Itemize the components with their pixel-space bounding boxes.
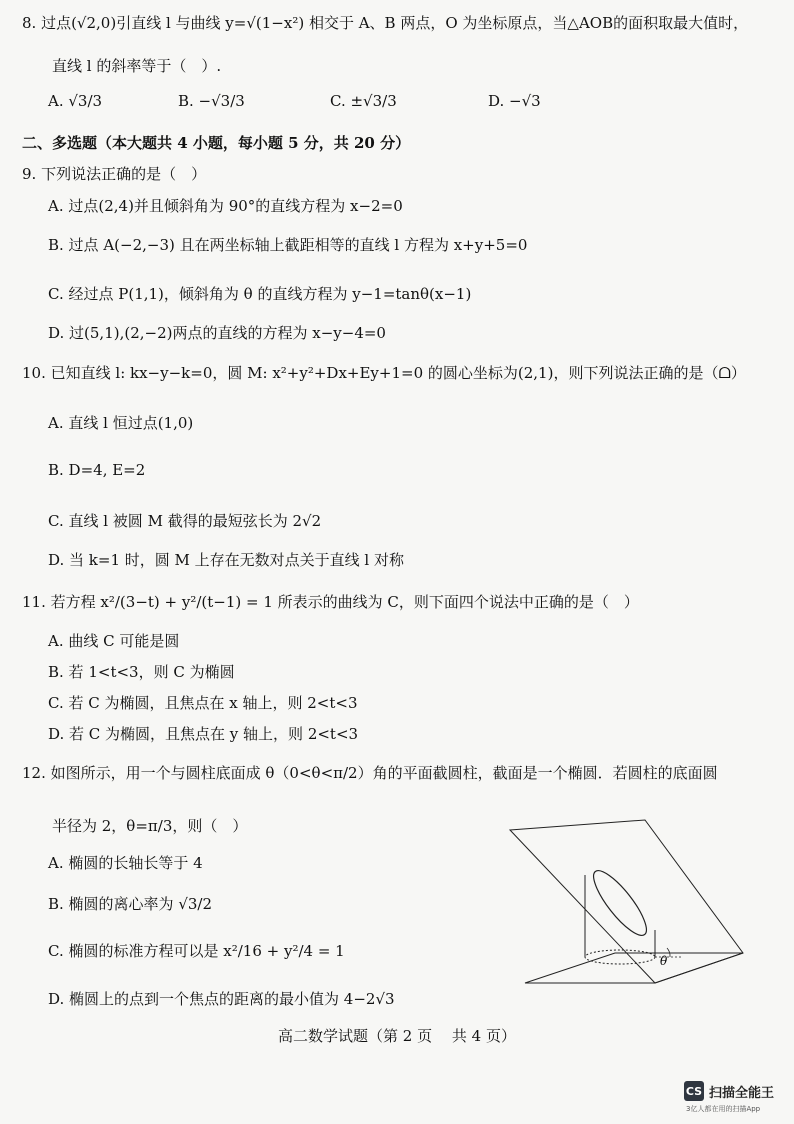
q10-stem: 10. 已知直线 l: kx−y−k=0，圆 M: x²+y²+Dx+Ey+1=0 的圆心坐标为(2,1)，则下列说法正确的是（ᗝ）	[22, 364, 746, 382]
cylinder-base	[585, 950, 655, 964]
q10-option-c: C. 直线 l 被圆 M 截得的最短弦长为 2√2	[48, 512, 322, 530]
q12-stem-cont: 半径为 2，θ=π/3，则（ ）	[52, 817, 248, 835]
q10-option-b: B. D=4, E=2	[48, 461, 146, 479]
watermark-name: 扫描全能王	[709, 1085, 775, 1101]
q12-option-a: A. 椭圆的长轴长等于 4	[48, 854, 203, 872]
ellipse-section	[586, 864, 654, 942]
q11-option-b: B. 若 1<t<3，则 C 为椭圆	[48, 663, 235, 681]
q8-stem-cont: 直线 l 的斜率等于（ ）.	[52, 57, 222, 75]
q9-option-c: C. 经过点 P(1,1)，倾斜角为 θ 的直线方程为 y−1=tanθ(x−1)	[48, 285, 472, 303]
q8-option-b: B. −√3/3	[178, 92, 245, 110]
q12-option-c: C. 椭圆的标准方程可以是 x²/16 + y²/4 = 1	[48, 942, 345, 960]
camscanner-logo-icon: CS	[684, 1081, 704, 1101]
q11-option-a: A. 曲线 C 可能是圆	[48, 632, 180, 650]
q8-option-a: A. √3/3	[48, 92, 103, 110]
section-header: 二、多选题（本大题共 4 小题，每小题 5 分，共 20 分）	[22, 134, 411, 152]
q12-option-d: D. 椭圆上的点到一个焦点的距离的最小值为 4−2√3	[48, 990, 395, 1008]
page-footer: 高二数学试题（第 2 页 共 4 页）	[278, 1027, 516, 1045]
q11-stem: 11. 若方程 x²/(3−t) + y²/(t−1) = 1 所表示的曲线为 C，则下面四个说法中正确的是（ ）	[22, 593, 639, 611]
q8-option-c: C. ±√3/3	[330, 92, 397, 110]
q10-option-a: A. 直线 l 恒过点(1,0)	[48, 414, 194, 432]
q10-option-d: D. 当 k=1 时，圆 M 上存在无数对点关于直线 l 对称	[48, 551, 404, 569]
q8-option-d: D. −√3	[488, 92, 541, 110]
watermark-subtitle: 3亿人都在用的扫描App	[686, 1105, 761, 1113]
q12-stem: 12. 如图所示，用一个与圆柱底面成 θ（0<θ<π/2）角的平面截圆柱，截面是一个椭圆．若圆柱的底面圆	[22, 764, 718, 782]
q11-option-d: D. 若 C 为椭圆，且焦点在 y 轴上，则 2<t<3	[48, 725, 359, 743]
q9-option-d: D. 过(5,1),(2,−2)两点的直线的方程为 x−y−4=0	[48, 324, 386, 342]
q9-option-b: B. 过点 A(−2,−3) 且在两坐标轴上截距相等的直线 l 方程为 x+y+5=0	[48, 236, 528, 254]
q9-option-a: A. 过点(2,4)并且倾斜角为 90°的直线方程为 x−2=0	[48, 197, 403, 215]
cylinder-section-figure	[505, 815, 745, 990]
scanner-watermark	[684, 1081, 774, 1101]
q9-stem: 9. 下列说法正确的是（ ）	[22, 165, 207, 183]
cutting-plane	[510, 820, 743, 983]
q12-option-b: B. 椭圆的离心率为 √3/2	[48, 895, 213, 913]
theta-label: θ	[660, 954, 668, 968]
q11-option-c: C. 若 C 为椭圆，且焦点在 x 轴上，则 2<t<3	[48, 694, 358, 712]
q8-stem: 8. 过点(√2,0)引直线 l 与曲线 y=√(1−x²) 相交于 A、B 两点，O 为坐标原点，当△AOB的面积取最大值时，	[22, 14, 749, 32]
